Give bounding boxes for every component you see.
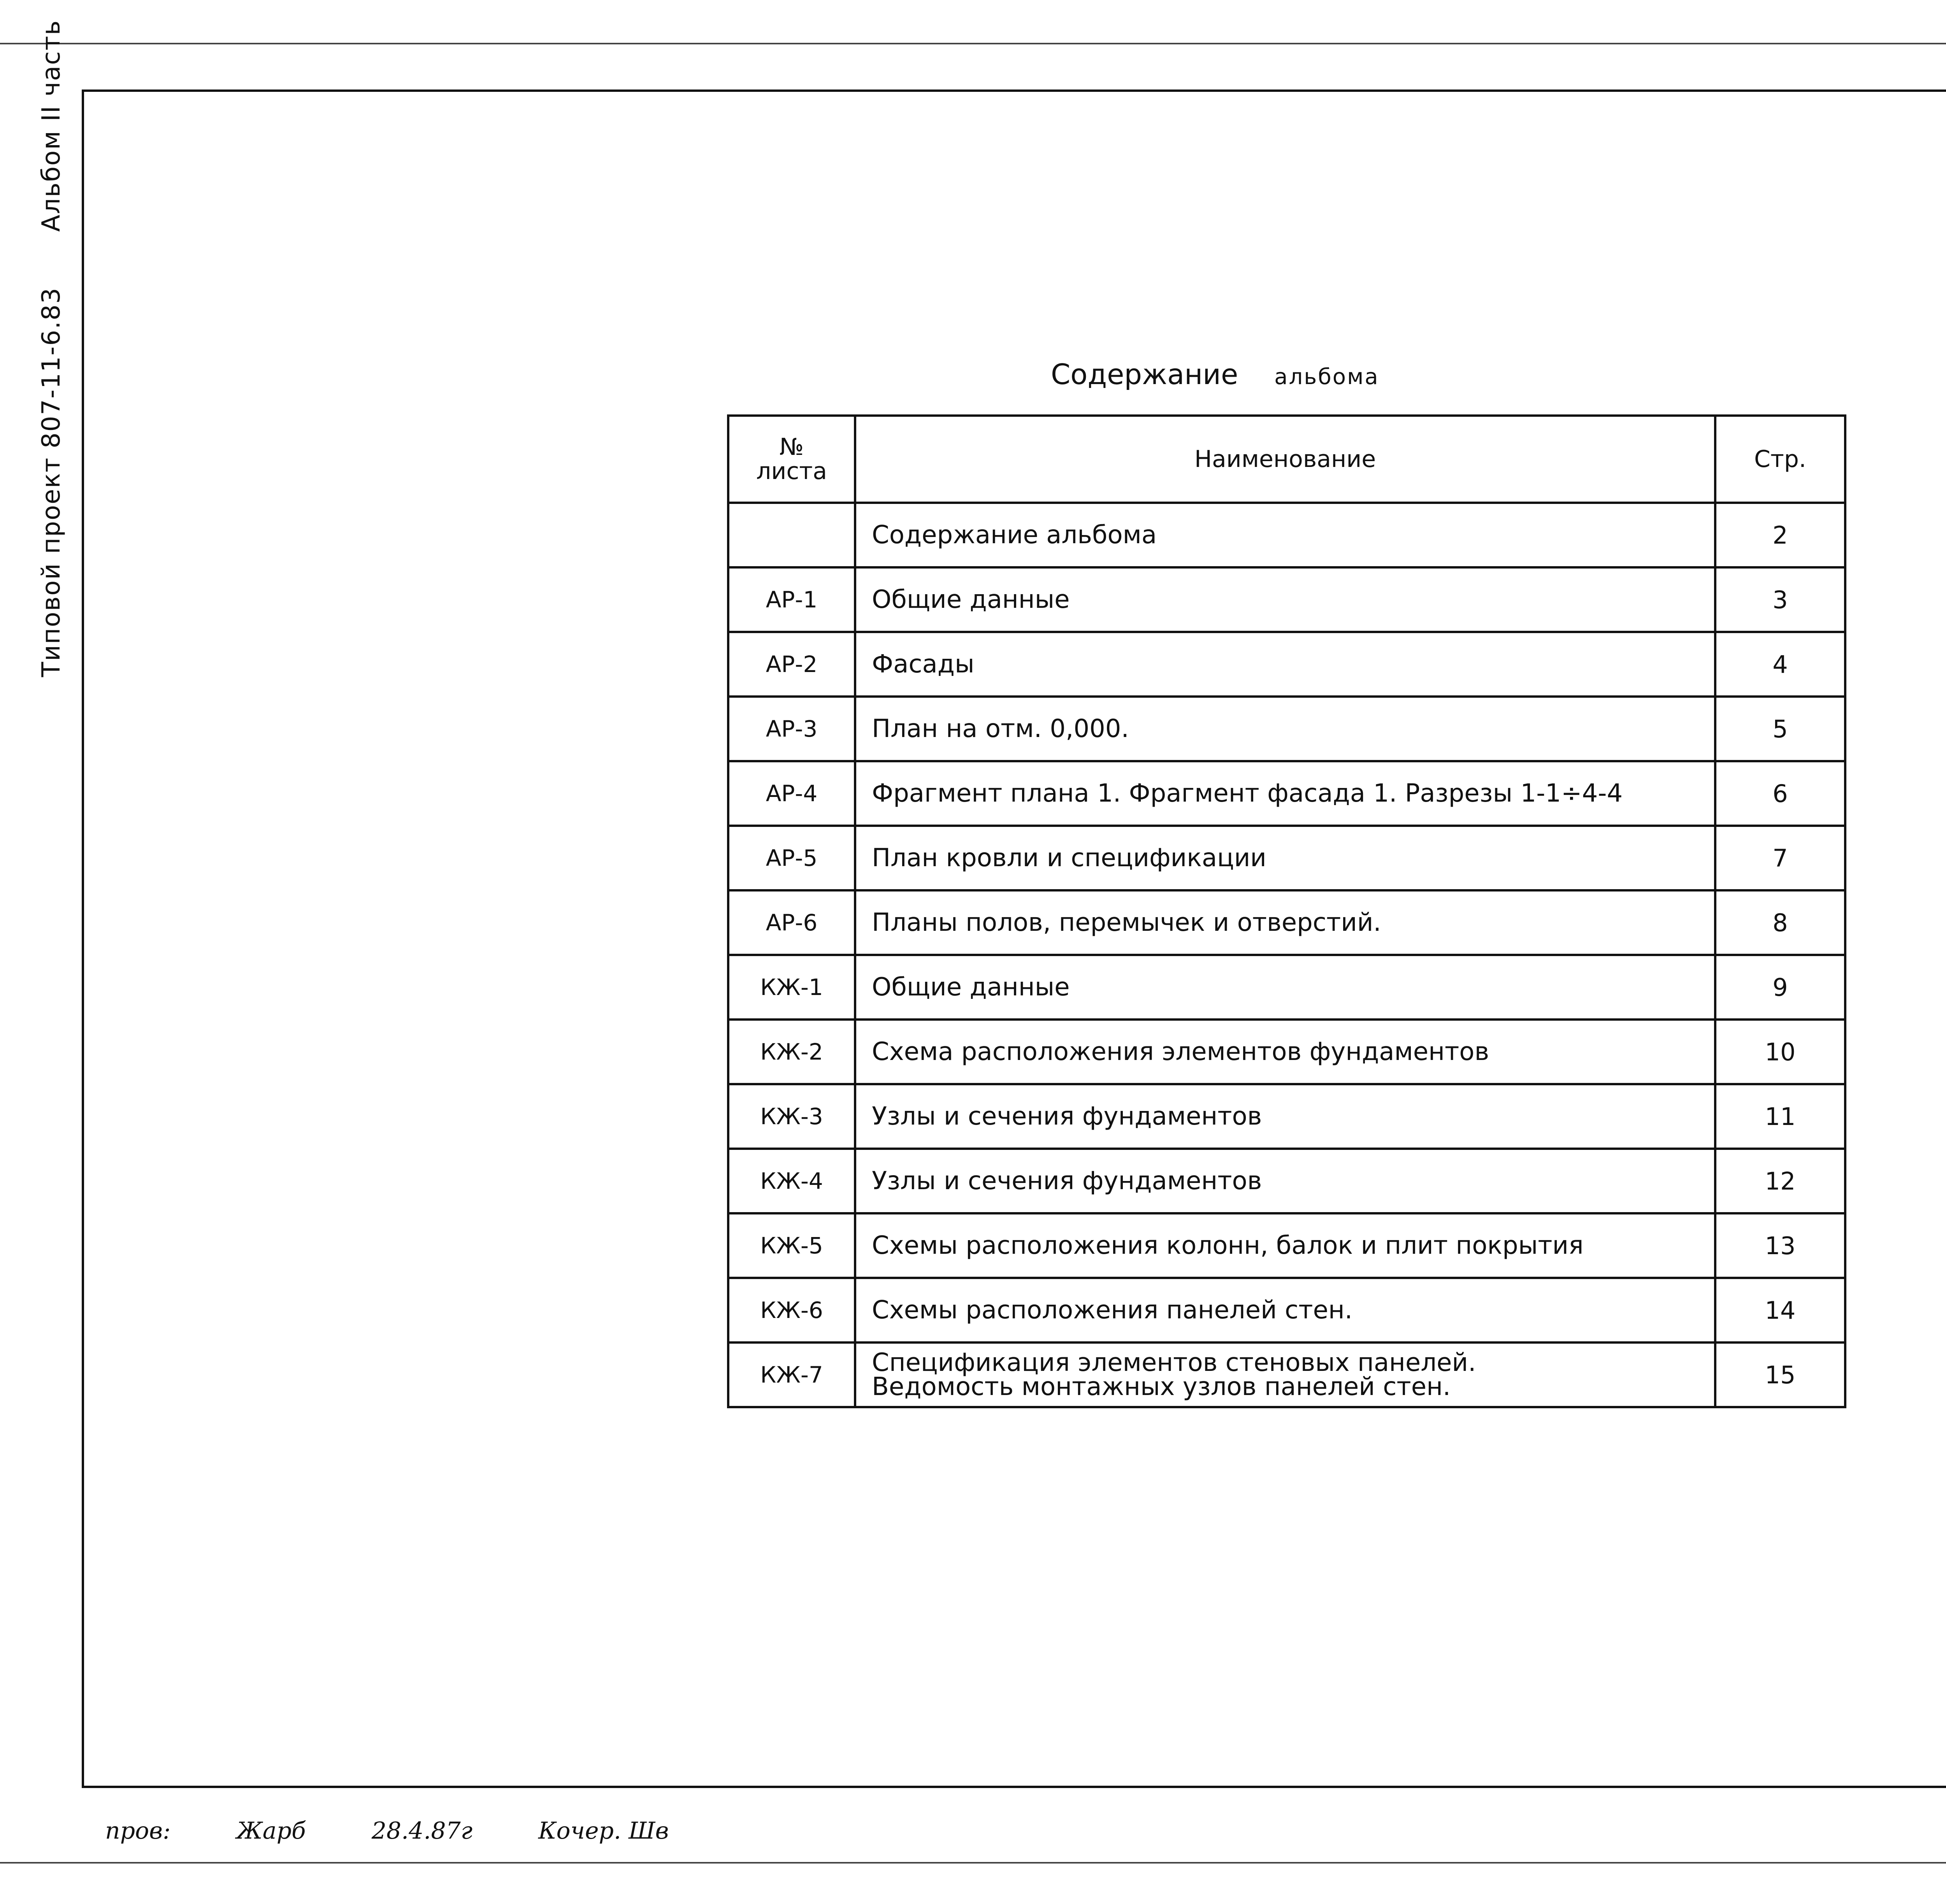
bottom-edge-line	[0, 1862, 1946, 1864]
row-page: 13	[1715, 1213, 1845, 1278]
page-title	[1051, 358, 1518, 391]
row-page: 9	[1715, 955, 1845, 1020]
row-sheet-code: КЖ-4	[728, 1149, 855, 1213]
row-page: 4	[1715, 632, 1845, 697]
row-sheet-code	[728, 503, 855, 567]
row-name	[855, 890, 1715, 955]
row-sheet-code: АР-6	[728, 890, 855, 955]
side-label-part: Альбом II часть	[37, 19, 66, 232]
top-edge-line	[0, 43, 1946, 44]
row-sheet-code: АР-1	[728, 567, 855, 632]
row-page: 11	[1715, 1084, 1845, 1149]
row-name-line: Фрагмент плана 1. Фрагмент фасада 1. Разрезы 1-1÷4-4	[872, 779, 1623, 808]
header-page: Стр.	[1715, 416, 1845, 503]
row-name-line: Общие данные	[872, 973, 1070, 1002]
row-name-line: План кровли и спецификации	[872, 844, 1266, 872]
row-page: 6	[1715, 761, 1845, 826]
row-name-line: Схема расположения элементов фундаментов	[872, 1037, 1489, 1066]
row-name	[855, 1213, 1715, 1278]
check-label: пров:	[105, 1817, 171, 1844]
row-sheet-code: КЖ-1	[728, 955, 855, 1020]
table-row	[728, 1084, 1845, 1149]
row-page: 3	[1715, 567, 1845, 632]
row-page: 2	[1715, 503, 1845, 567]
row-name	[855, 503, 1715, 567]
check-signature: Кочер. Шв	[538, 1817, 669, 1844]
row-name	[855, 1342, 1715, 1407]
row-page: 15	[1715, 1342, 1845, 1407]
table-row	[728, 761, 1845, 826]
row-name	[855, 632, 1715, 697]
header-name: Наименование	[855, 416, 1715, 503]
row-name-line: Фасады	[872, 650, 975, 679]
row-name	[855, 955, 1715, 1020]
row-sheet-code: КЖ-2	[728, 1020, 855, 1084]
row-sheet-code: АР-3	[728, 697, 855, 761]
row-name	[855, 1149, 1715, 1213]
row-page: 10	[1715, 1020, 1845, 1084]
row-name	[855, 761, 1715, 826]
row-name-line: План на отм. 0,000.	[872, 714, 1129, 743]
table-row	[728, 697, 1845, 761]
table-row	[728, 1213, 1845, 1278]
row-sheet-code: АР-2	[728, 632, 855, 697]
row-name	[855, 1084, 1715, 1149]
table-row	[728, 826, 1845, 890]
table-row	[728, 1342, 1845, 1407]
table-row	[728, 1149, 1845, 1213]
table-row	[728, 632, 1845, 697]
check-signature-row	[105, 1817, 727, 1844]
row-page: 12	[1715, 1149, 1845, 1213]
check-name: Жарб	[236, 1817, 306, 1844]
side-label-project: Типовой проект 807-11-6.83	[37, 287, 66, 677]
row-sheet-code: КЖ-7	[728, 1342, 855, 1407]
row-page: 7	[1715, 826, 1845, 890]
row-sheet-code: КЖ-6	[728, 1278, 855, 1342]
row-sheet-code: АР-4	[728, 761, 855, 826]
row-page: 14	[1715, 1278, 1845, 1342]
row-name-line: Ведомость монтажных узлов панелей стен.	[872, 1372, 1451, 1401]
row-page: 8	[1715, 890, 1845, 955]
row-name-line: Узлы и сечения фундаментов	[872, 1102, 1262, 1131]
row-name	[855, 697, 1715, 761]
row-name	[855, 1020, 1715, 1084]
row-name-line: Планы полов, перемычек и отверстий.	[872, 908, 1381, 937]
row-name-line: Спецификация элементов стеновых панелей.	[872, 1348, 1476, 1377]
row-name-line: Узлы и сечения фундаментов	[872, 1167, 1262, 1195]
side-label	[37, 19, 72, 677]
table-row	[728, 955, 1845, 1020]
table-row	[728, 1020, 1845, 1084]
row-sheet-code: КЖ-3	[728, 1084, 855, 1149]
header-sheet-no	[728, 416, 855, 503]
contents-table	[727, 414, 1846, 1408]
table-row	[728, 890, 1845, 955]
row-sheet-code: АР-5	[728, 826, 855, 890]
header-sheet-no-symbol: №	[779, 433, 804, 461]
header-sheet-no-label: листа	[756, 458, 827, 485]
row-name-line: Содержание альбома	[872, 521, 1157, 549]
row-name-line: Схемы расположения панелей стен.	[872, 1296, 1353, 1325]
table-row	[728, 1278, 1845, 1342]
page-title-main: Содержание	[1051, 358, 1238, 391]
row-name	[855, 826, 1715, 890]
row-name	[855, 567, 1715, 632]
row-name-line: Схемы расположения колонн, балок и плит покрытия	[872, 1231, 1584, 1260]
check-date: 28.4.87г	[371, 1817, 473, 1844]
row-sheet-code: КЖ-5	[728, 1213, 855, 1278]
table-row	[728, 567, 1845, 632]
row-name	[855, 1278, 1715, 1342]
row-name-line: Общие данные	[872, 585, 1070, 614]
table-header-row	[728, 416, 1845, 503]
table-row	[728, 503, 1845, 567]
page-title-rest: альбома	[1274, 364, 1379, 390]
row-page: 5	[1715, 697, 1845, 761]
